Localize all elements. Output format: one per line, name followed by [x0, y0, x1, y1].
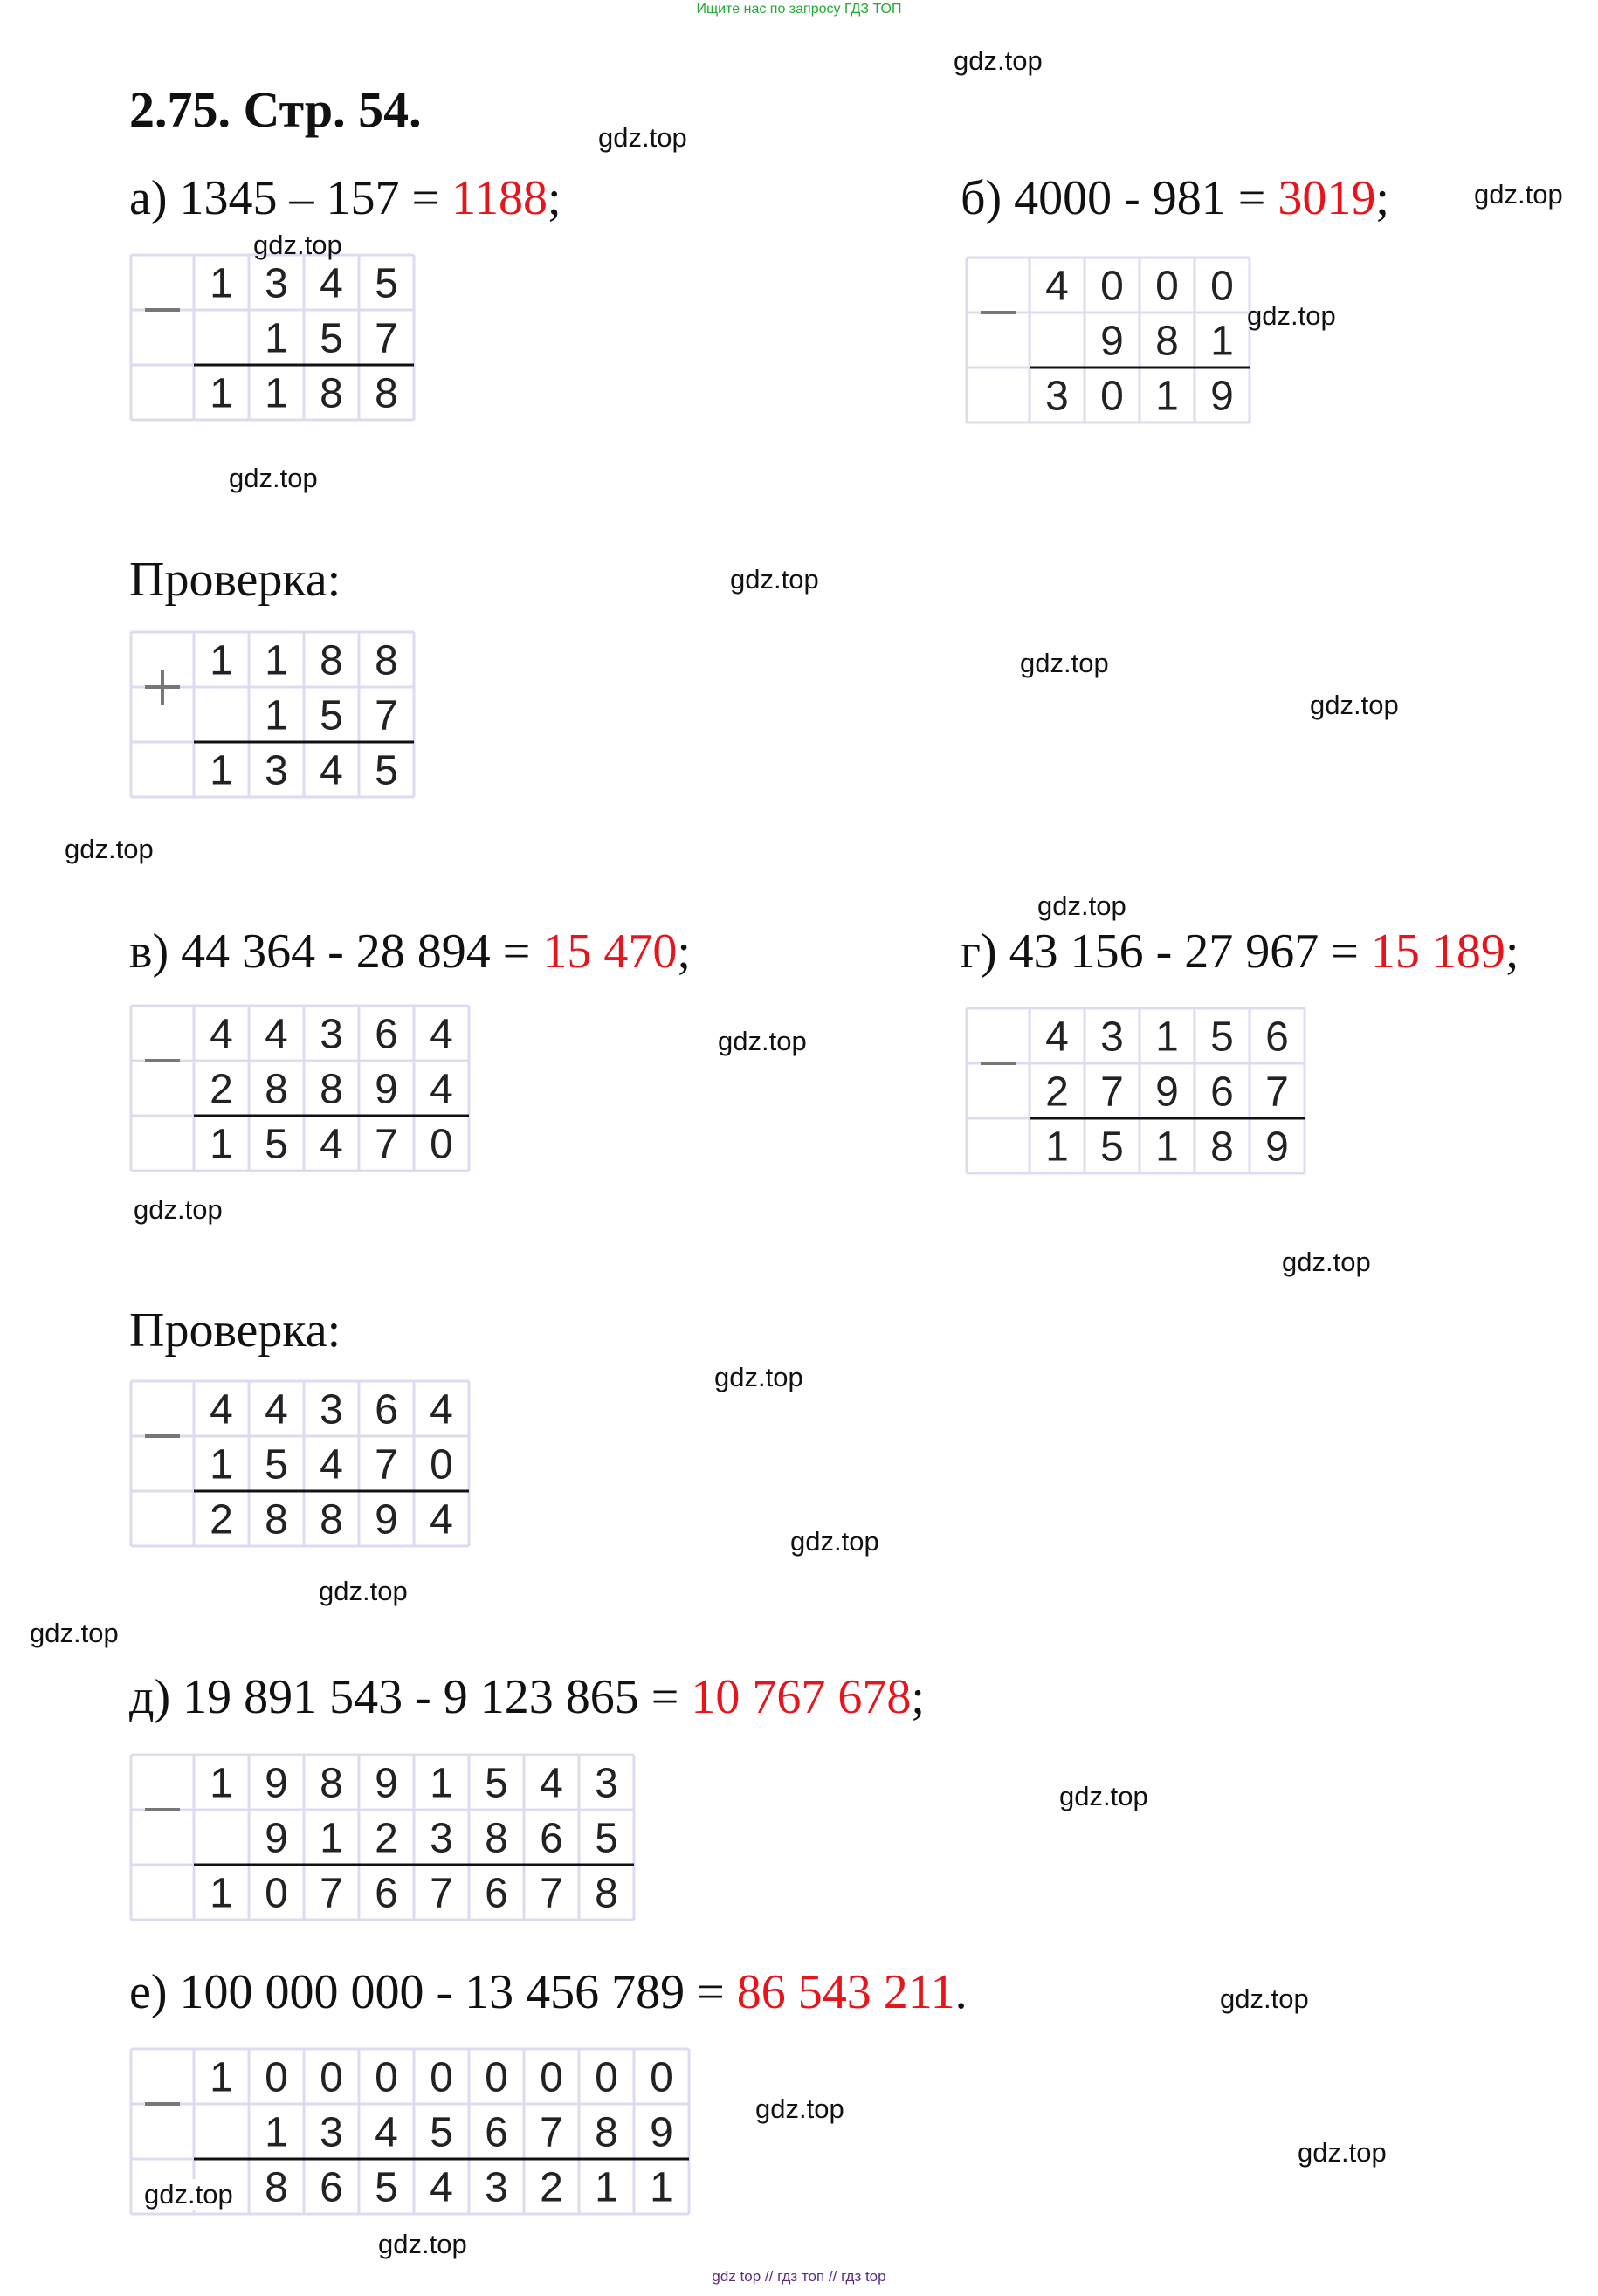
- digit: 4: [430, 2164, 453, 2211]
- digit: 0: [1100, 373, 1124, 420]
- digit: 4: [265, 1011, 288, 1058]
- equation-b-answer: 3019: [1278, 171, 1376, 225]
- digit: 4: [430, 1496, 453, 1543]
- equation-e: [129, 1964, 968, 2020]
- grid-a-check: [129, 630, 416, 801]
- equation-d-text: д) 19 891 543 - 9 123 865 =: [129, 1670, 692, 1724]
- equation-a: [129, 170, 561, 226]
- grid-a: [129, 253, 416, 423]
- digit: 2: [1045, 1069, 1069, 1116]
- digit: 1: [650, 2164, 673, 2211]
- watermark: gdz.top: [1220, 1983, 1309, 2014]
- search-banner: Ищите нас по запросу ГДЗ ТОП: [696, 2, 902, 17]
- digit: 4: [320, 747, 343, 794]
- digit: 7: [540, 2109, 563, 2156]
- digit: 3: [485, 2164, 508, 2211]
- watermark: gdz.top: [714, 1362, 803, 1392]
- watermark: gdz.top: [1310, 690, 1399, 720]
- equation-b-end: ;: [1375, 171, 1389, 225]
- digit: 3: [265, 747, 288, 794]
- watermark: gdz.top: [598, 122, 687, 153]
- digit: 0: [540, 2054, 563, 2101]
- watermark: gdz.top: [790, 1526, 879, 1557]
- digit: 9: [1155, 1069, 1179, 1116]
- digit: 0: [430, 1441, 453, 1488]
- digit: 0: [650, 2054, 673, 2101]
- digit: 8: [320, 1760, 343, 1807]
- digit: 1: [265, 2109, 288, 2156]
- digit: 6: [320, 2164, 343, 2211]
- digit: 3: [1100, 1014, 1124, 1061]
- digit: 0: [320, 2054, 343, 2101]
- equation-a-end: ;: [548, 171, 561, 225]
- digit: 2: [210, 1496, 233, 1543]
- equation-v: [129, 924, 691, 980]
- digit: 4: [320, 1121, 343, 1168]
- digit: 1: [210, 2054, 233, 2101]
- digit: 1: [265, 370, 288, 417]
- digit: 5: [265, 1121, 288, 1168]
- digit: 7: [375, 1121, 398, 1168]
- digit: 5: [595, 1815, 618, 1862]
- digit: 5: [1210, 1014, 1234, 1061]
- digit: 0: [375, 2054, 398, 2101]
- digit: 1: [210, 260, 233, 307]
- digit: 1: [210, 637, 233, 684]
- check-label-v: Проверка:: [129, 1303, 341, 1358]
- digit: 1: [1210, 318, 1234, 365]
- watermark: gdz.top: [1474, 179, 1563, 210]
- computation-svg: [965, 256, 1251, 426]
- digit: 3: [595, 1760, 618, 1807]
- check-label-a: Проверка:: [129, 553, 341, 607]
- digit: 9: [375, 1496, 398, 1543]
- equation-g: [961, 924, 1519, 980]
- digit: 8: [1210, 1124, 1234, 1171]
- digit: 1: [1045, 1124, 1069, 1171]
- digit: 9: [375, 1760, 398, 1807]
- digit: 7: [430, 1870, 453, 1917]
- digit: 1: [320, 1815, 343, 1862]
- digit: 4: [320, 260, 343, 307]
- computation-svg: [129, 1379, 471, 1550]
- watermark: gdz.top: [1247, 300, 1336, 331]
- digit: 1: [210, 1121, 233, 1168]
- digit: 4: [320, 1441, 343, 1488]
- equation-v-end: ;: [677, 925, 691, 979]
- digit: 4: [375, 2109, 398, 2156]
- watermark: gdz.top: [1020, 648, 1109, 678]
- digit: 2: [210, 1066, 233, 1113]
- digit: 8: [320, 370, 343, 417]
- digit: 8: [485, 1815, 508, 1862]
- digit: 1: [1155, 373, 1179, 420]
- digit: 8: [375, 637, 398, 684]
- watermark: gdz.top: [253, 230, 342, 260]
- watermark: gdz.top: [65, 834, 154, 864]
- watermark: gdz.top: [378, 2229, 467, 2259]
- watermark: gdz.top: [1059, 1781, 1148, 1811]
- grid-v-check: [129, 1379, 471, 1550]
- digit: 0: [595, 2054, 618, 2101]
- digit: 6: [485, 1870, 508, 1917]
- digit: 4: [265, 1386, 288, 1433]
- digit: 7: [320, 1870, 343, 1917]
- digit: 4: [430, 1386, 453, 1433]
- watermark: gdz.top: [229, 463, 318, 493]
- digit: 6: [1210, 1069, 1234, 1116]
- watermark: gdz.top: [755, 2093, 844, 2124]
- digit: 6: [485, 2109, 508, 2156]
- digit: 8: [320, 1066, 343, 1113]
- equation-e-end: .: [954, 1965, 968, 2019]
- digit: 9: [1100, 318, 1124, 365]
- equation-d: [129, 1669, 925, 1725]
- digit: 1: [595, 2164, 618, 2211]
- digit: 9: [1265, 1124, 1289, 1171]
- digit: 3: [265, 260, 288, 307]
- digit: 2: [375, 1815, 398, 1862]
- computation-svg: [129, 1753, 636, 1923]
- digit: 5: [485, 1760, 508, 1807]
- digit: 8: [595, 2109, 618, 2156]
- computation-svg: [129, 253, 416, 423]
- digit: 2: [540, 2164, 563, 2211]
- digit: 4: [430, 1066, 453, 1113]
- equation-g-text: г) 43 156 - 27 967 =: [961, 925, 1371, 979]
- grid-g: [965, 1007, 1306, 1177]
- digit: 4: [1045, 263, 1069, 310]
- digit: 4: [430, 1011, 453, 1058]
- digit: 5: [375, 260, 398, 307]
- equation-d-answer: 10 767 678: [691, 1670, 912, 1724]
- equation-b: [961, 170, 1389, 226]
- watermark: gdz.top: [954, 45, 1043, 76]
- digit: 1: [210, 370, 233, 417]
- watermark: gdz.top: [718, 1026, 807, 1056]
- digit: 9: [1210, 373, 1234, 420]
- digit: 0: [1100, 263, 1124, 310]
- digit: 1: [210, 747, 233, 794]
- digit: 1: [210, 1760, 233, 1807]
- digit: 8: [375, 370, 398, 417]
- page-title: 2.75. Стр. 54.: [129, 81, 422, 138]
- digit: 3: [1045, 373, 1069, 420]
- digit: 7: [1265, 1069, 1289, 1116]
- digit: 9: [650, 2109, 673, 2156]
- digit: 3: [430, 1815, 453, 1862]
- digit: 9: [375, 1066, 398, 1113]
- grid-d: [129, 1753, 636, 1923]
- equation-v-text: в) 44 364 - 28 894 =: [129, 925, 543, 979]
- digit: 8: [320, 637, 343, 684]
- equation-v-answer: 15 470: [542, 925, 678, 979]
- digit: 8: [265, 1066, 288, 1113]
- digit: 0: [1210, 263, 1234, 310]
- digit: 6: [1265, 1014, 1289, 1061]
- computation-svg: [965, 1007, 1306, 1177]
- digit: 0: [265, 2054, 288, 2101]
- digit: 0: [1155, 263, 1179, 310]
- watermark: gdz.top: [144, 2179, 233, 2210]
- watermark: gdz.top: [30, 1618, 119, 1648]
- digit: 5: [320, 692, 343, 739]
- equation-a-answer: 1188: [451, 171, 548, 225]
- equation-d-end: ;: [911, 1670, 925, 1724]
- digit: 4: [540, 1760, 563, 1807]
- watermark: gdz.top: [1037, 890, 1126, 921]
- digit: 6: [540, 1815, 563, 1862]
- digit: 7: [375, 692, 398, 739]
- digit: 3: [320, 1386, 343, 1433]
- digit: 0: [430, 1121, 453, 1168]
- digit: 4: [1045, 1014, 1069, 1061]
- digit: 5: [1100, 1124, 1124, 1171]
- digit: 5: [320, 315, 343, 362]
- digit: 7: [1100, 1069, 1124, 1116]
- digit: 7: [540, 1870, 563, 1917]
- digit: 1: [1155, 1014, 1179, 1061]
- watermark: gdz.top: [319, 1576, 408, 1606]
- digit: 7: [375, 315, 398, 362]
- grid-b: [965, 256, 1251, 426]
- digit: 9: [265, 1760, 288, 1807]
- footer-text: gdz top // гдз топ // гдз top: [712, 2268, 886, 2285]
- digit: 6: [375, 1011, 398, 1058]
- digit: 9: [265, 1815, 288, 1862]
- equation-g-answer: 15 189: [1370, 925, 1505, 979]
- equation-b-text: б) 4000 - 981 =: [961, 171, 1278, 225]
- digit: 8: [595, 1870, 618, 1917]
- equation-e-text: е) 100 000 000 - 13 456 789 =: [129, 1965, 737, 2019]
- digit: 0: [265, 1870, 288, 1917]
- digit: 0: [485, 2054, 508, 2101]
- digit: 5: [375, 747, 398, 794]
- digit: 1: [265, 637, 288, 684]
- digit: 5: [375, 2164, 398, 2211]
- digit: 5: [430, 2109, 453, 2156]
- digit: 4: [210, 1011, 233, 1058]
- digit: 7: [375, 1441, 398, 1488]
- digit: 1: [265, 315, 288, 362]
- digit: 1: [210, 1441, 233, 1488]
- digit: 4: [210, 1386, 233, 1433]
- grid-v: [129, 1004, 471, 1174]
- watermark: gdz.top: [1298, 2137, 1387, 2168]
- digit: 0: [430, 2054, 453, 2101]
- digit: 8: [320, 1496, 343, 1543]
- digit: 1: [265, 692, 288, 739]
- digit: 6: [375, 1386, 398, 1433]
- equation-a-text: а) 1345 – 157 =: [129, 171, 452, 225]
- digit: 1: [1155, 1124, 1179, 1171]
- watermark: gdz.top: [134, 1194, 223, 1225]
- digit: 1: [210, 1870, 233, 1917]
- digit: 8: [265, 2164, 288, 2211]
- digit: 6: [375, 1870, 398, 1917]
- digit: 8: [1155, 318, 1179, 365]
- digit: 1: [430, 1760, 453, 1807]
- digit: 3: [320, 2109, 343, 2156]
- watermark: gdz.top: [1282, 1247, 1371, 1277]
- equation-e-answer: 86 543 211: [736, 1965, 955, 2019]
- watermark: gdz.top: [730, 564, 819, 595]
- digit: 5: [265, 1441, 288, 1488]
- digit: 3: [320, 1011, 343, 1058]
- computation-svg: [129, 630, 416, 801]
- computation-svg: [129, 1004, 471, 1174]
- equation-g-end: ;: [1505, 925, 1519, 979]
- digit: 8: [265, 1496, 288, 1543]
